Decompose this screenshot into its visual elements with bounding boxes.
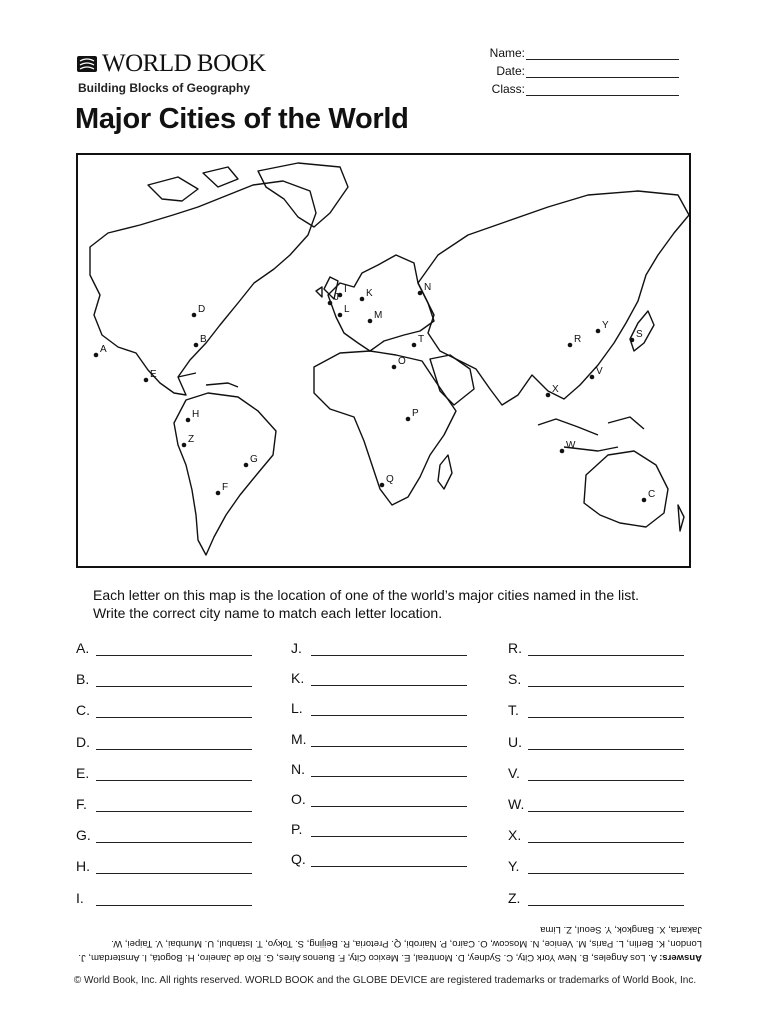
answer-letter-k: K. (291, 670, 305, 687)
city-dot-n (418, 291, 423, 296)
answer-blank-l[interactable] (311, 701, 467, 716)
city-label-x: X (552, 384, 559, 395)
answer-blank-n[interactable] (311, 762, 467, 777)
city-label-p: P (412, 408, 419, 419)
answer-letter-t: T. (508, 702, 519, 719)
date-label: Date: (496, 64, 525, 78)
page-title: Major Cities of the World (75, 103, 409, 135)
answer-row-m (291, 731, 467, 747)
city-dot-q (380, 483, 385, 488)
answer-blank-c[interactable] (96, 703, 252, 718)
city-dot-t (412, 343, 417, 348)
answer-letter-a: A. (76, 640, 90, 656)
answer-row-o (291, 791, 467, 807)
city-label-i: I (344, 284, 347, 295)
answer-blank-i[interactable] (96, 891, 252, 906)
answer-row-t (508, 702, 684, 718)
caribbean-islands-outline (178, 373, 238, 387)
city-dot-f (216, 491, 221, 496)
answer-letter-u: U. (508, 733, 522, 750)
answer-letter-x: X. (508, 827, 522, 844)
answer-blank-r[interactable] (528, 641, 684, 656)
answer-letter-v: V. (508, 764, 520, 781)
answer-key-text: A. Los Angeles, B. New York City, C. Sydney, D. Montreal, E. Mexico City, F. Buenos Aires, G. Rio de Janeiro, H. Bogotá, I. Amsterdam, J. London, K. Berlin, L. Paris, M. Venice, N. Moscow, O. Cairo, P. Nairobi, Q. Pretoria, R. Beijing, S. Tokyo, T. Istanbul, U. Mumbai, V. Taipei, W. Jakarta, X. Bangkok, Y. Seoul, Z. Lima (78, 924, 702, 963)
answer-letter-j: J. (291, 640, 302, 656)
answer-letter-d: D. (76, 733, 90, 750)
answer-row-h (76, 858, 252, 874)
city-label-o: O (398, 356, 406, 367)
city-label-h: H (192, 409, 200, 420)
city-dot-e (144, 378, 149, 383)
city-dot-a (94, 353, 99, 358)
instructions (93, 586, 713, 622)
answer-blank-j[interactable] (311, 641, 467, 656)
answer-blank-k[interactable] (311, 671, 467, 686)
date-row (460, 60, 679, 78)
city-label-e: E (150, 369, 157, 380)
city-label-f: F (222, 482, 229, 493)
city-dot-r (568, 343, 573, 348)
city-label-r: R (574, 334, 582, 345)
city-dot-j (328, 301, 333, 306)
answer-letter-c: C. (76, 702, 90, 719)
answer-blank-f[interactable] (96, 797, 252, 812)
city-label-d: D (198, 304, 206, 315)
city-dot-b (194, 343, 199, 348)
madagascar-outline (438, 455, 452, 489)
indonesia-outline (538, 417, 644, 451)
answer-blank-g[interactable] (96, 828, 252, 843)
answer-letter-o: O. (291, 791, 306, 807)
copyright-footer: © World Book, Inc. All rights reserved. WORLD BOOK and the GLOBE DEVICE are registered trademarks or trademarks of World Book, Inc. (73, 975, 697, 986)
class-row (460, 78, 679, 96)
answer-row-z (508, 890, 684, 906)
answer-blank-b[interactable] (96, 672, 252, 687)
answer-blank-p[interactable] (311, 822, 467, 837)
answer-row-l (291, 700, 467, 716)
city-dot-w (560, 449, 565, 454)
answer-blank-o[interactable] (311, 792, 467, 807)
answer-row-b (76, 671, 252, 687)
city-label-y: Y (602, 320, 609, 331)
answer-letter-g: G. (76, 827, 91, 844)
world-book-logo (76, 50, 266, 78)
city-dot-d (192, 313, 197, 318)
city-label-c: C (648, 489, 656, 500)
answer-letter-w: W. (508, 796, 525, 812)
answer-blank-d[interactable] (96, 735, 252, 750)
student-info-form (460, 42, 679, 96)
city-label-b: B (200, 334, 207, 345)
series-subtitle: Building Blocks of Geography (78, 81, 251, 95)
answer-blank-v[interactable] (528, 766, 684, 781)
answer-blank-u[interactable] (528, 735, 684, 750)
answer-letter-z: Z. (508, 889, 521, 906)
answer-row-n (291, 761, 467, 777)
city-dot-k (360, 297, 365, 302)
answer-letter-f: F. (76, 796, 87, 812)
answer-blank-t[interactable] (528, 703, 684, 718)
north-america-outline (90, 181, 316, 395)
answer-letter-e: E. (76, 764, 90, 781)
answer-row-p (291, 821, 467, 837)
answer-blank-q[interactable] (311, 852, 467, 867)
answer-blank-x[interactable] (528, 828, 684, 843)
city-dot-y (596, 329, 601, 334)
answer-row-x (508, 827, 684, 843)
globe-device-icon (76, 55, 98, 73)
asia-outline (418, 191, 689, 405)
answer-row-c (76, 702, 252, 718)
city-label-q: Q (386, 474, 394, 485)
answer-letter-p: P. (291, 821, 303, 838)
world-map-drawing (78, 155, 689, 566)
answer-row-j (291, 640, 467, 656)
australia-outline (584, 451, 668, 527)
answer-letter-y: Y. (508, 858, 520, 875)
city-label-a: A (100, 344, 107, 355)
city-label-j: J (334, 292, 339, 303)
answer-row-a (76, 640, 252, 656)
answer-row-r (508, 640, 684, 656)
name-row (460, 42, 679, 60)
city-dot-v (590, 375, 595, 380)
answer-key-label: Answers: (659, 952, 702, 963)
answer-row-u (508, 734, 684, 750)
world-map (76, 153, 691, 568)
instructions-line-1: Each letter on this map is the location of one of the world’s major cities named in the list. (93, 587, 640, 603)
answer-blank-a[interactable] (96, 641, 252, 656)
answer-blank-h[interactable] (96, 859, 252, 874)
south-america-outline (174, 393, 276, 555)
answer-letter-m: M. (291, 730, 307, 747)
city-dot-z (182, 443, 187, 448)
brand-name: WORLD BOOK (102, 50, 266, 77)
city-dot-c (642, 498, 647, 503)
answer-blank-y[interactable] (528, 859, 684, 874)
greenland-outline (258, 163, 348, 227)
city-dot-h (186, 418, 191, 423)
arabia-outline (430, 355, 474, 405)
city-dot-g (244, 463, 249, 468)
name-label: Name: (489, 46, 525, 60)
answer-letter-b: B. (76, 671, 90, 688)
city-label-n: N (424, 282, 432, 293)
class-field[interactable] (526, 83, 679, 96)
answer-letter-r: R. (508, 640, 522, 656)
city-label-v: V (596, 366, 603, 377)
city-label-s: S (636, 329, 643, 340)
answer-blank-m[interactable] (311, 732, 467, 747)
answer-row-g (76, 827, 252, 843)
answer-row-v (508, 765, 684, 781)
answer-blank-s[interactable] (528, 672, 684, 687)
answer-row-k (291, 670, 467, 686)
city-label-g: G (250, 454, 258, 465)
city-dot-s (630, 338, 635, 343)
answer-blank-e[interactable] (96, 766, 252, 781)
city-label-t: T (418, 334, 425, 345)
answer-row-i (76, 890, 252, 906)
answer-blank-w[interactable] (528, 797, 684, 812)
new-zealand-outline (678, 505, 684, 531)
answer-letter-s: S. (508, 671, 522, 688)
answer-row-f (76, 796, 252, 812)
city-dot-o (392, 365, 397, 370)
city-label-w: W (566, 440, 576, 451)
answer-letter-l: L. (291, 700, 303, 717)
answer-letter-h: H. (76, 858, 90, 875)
name-field[interactable] (526, 47, 679, 60)
answer-row-s (508, 671, 684, 687)
answer-letter-q: Q. (291, 851, 306, 868)
answer-letter-i: I. (76, 889, 84, 906)
answer-row-e (76, 765, 252, 781)
city-label-k: K (366, 288, 373, 299)
class-label: Class: (491, 82, 525, 96)
date-field[interactable] (526, 65, 679, 78)
city-dot-m (368, 319, 373, 324)
city-label-m: M (374, 310, 383, 321)
answer-blank-z[interactable] (528, 891, 684, 906)
city-label-z: Z (188, 434, 195, 445)
answer-letter-n: N. (291, 760, 305, 777)
instructions-line-2: Write the correct city name to match each letter location. (93, 605, 443, 621)
answer-row-y (508, 858, 684, 874)
city-dot-x (546, 393, 551, 398)
answer-row-d (76, 734, 252, 750)
city-label-l: L (344, 304, 350, 315)
answer-key (77, 922, 702, 964)
city-dot-p (406, 417, 411, 422)
answer-row-q (291, 851, 467, 867)
answer-row-w (508, 796, 684, 812)
city-dot-l (338, 313, 343, 318)
